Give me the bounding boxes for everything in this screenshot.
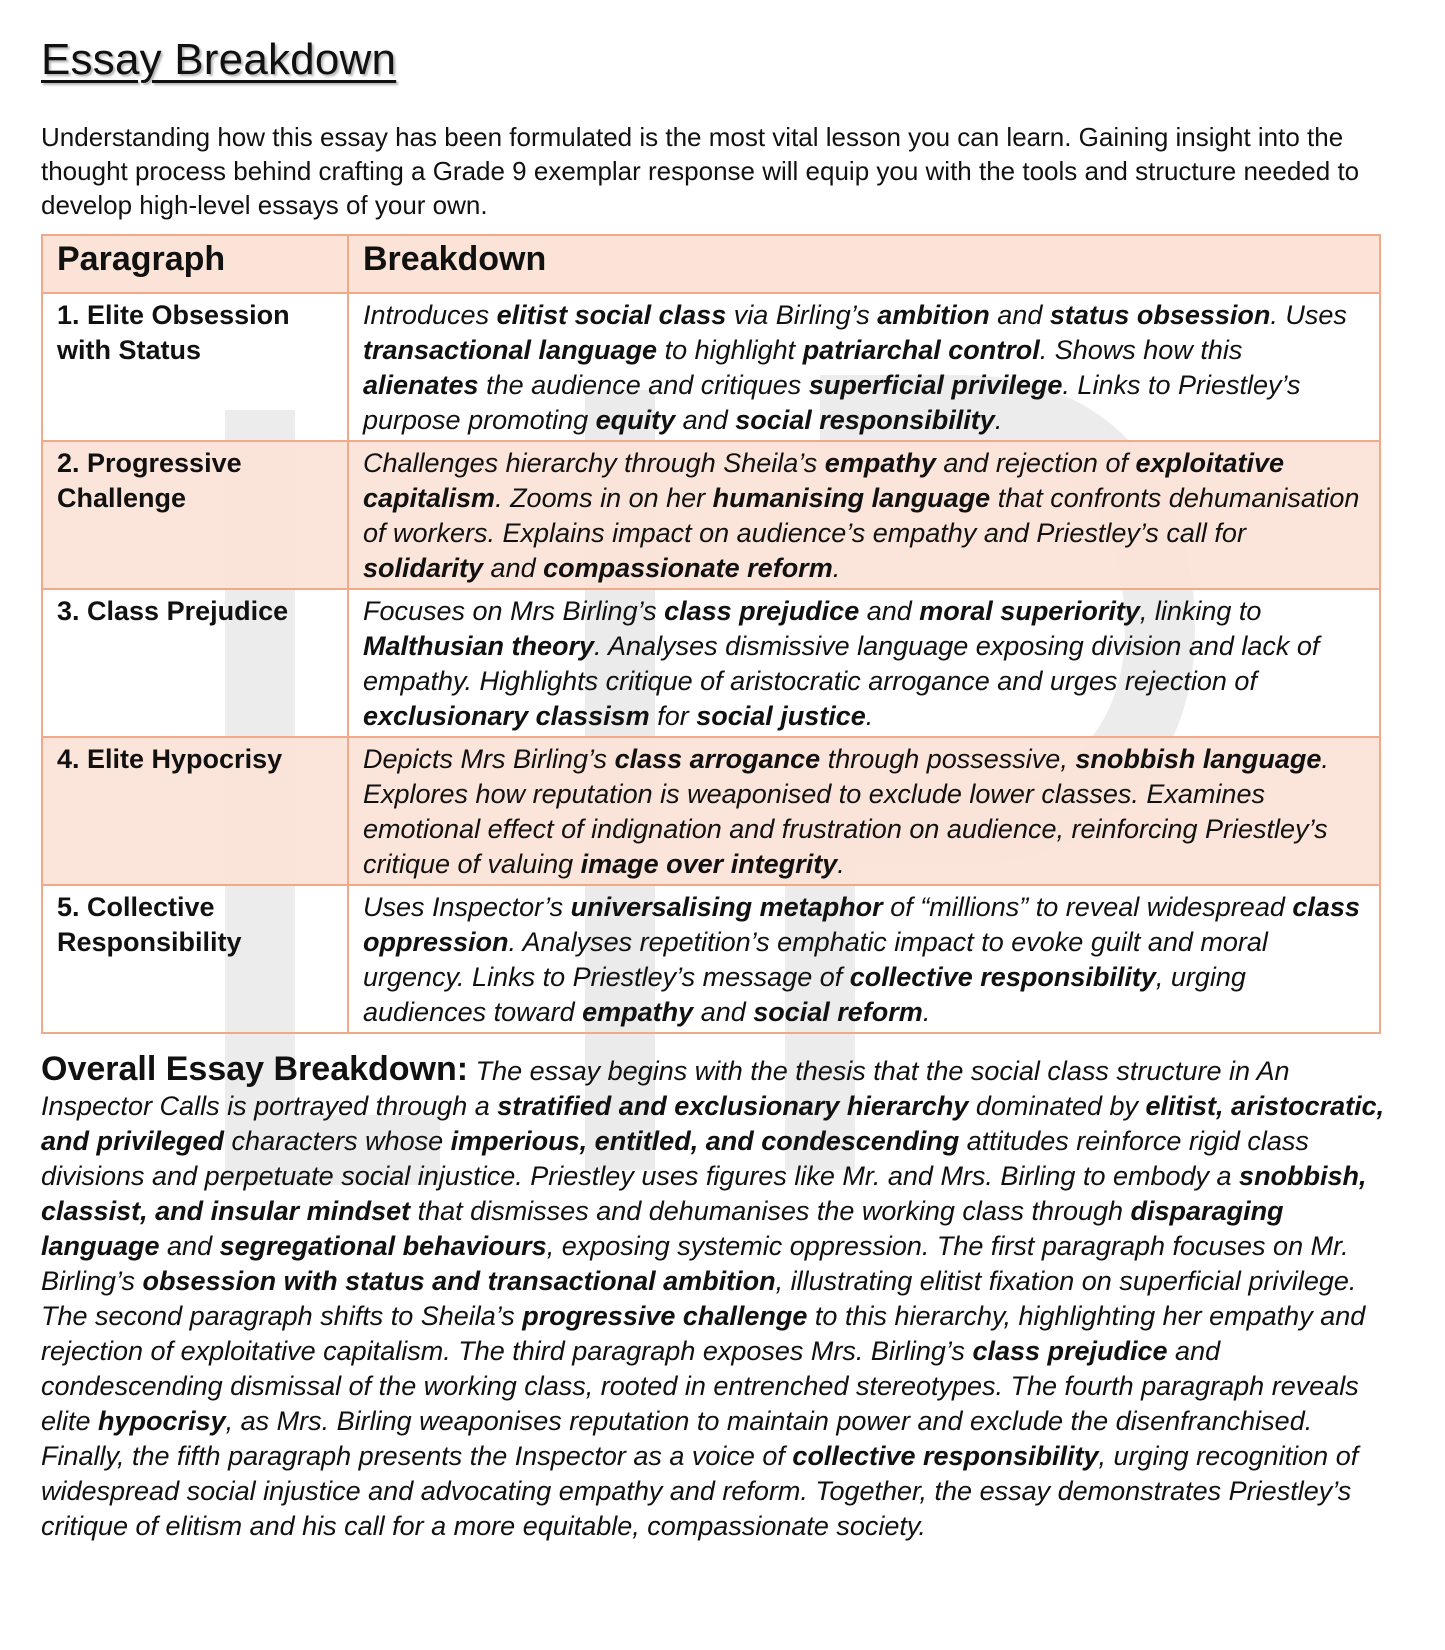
emphasis-term: elitist social class <box>496 300 727 330</box>
emphasis-term: superficial privilege <box>808 370 1063 400</box>
text-run: . Zooms in on her <box>495 483 713 513</box>
row-paragraph-label: 5. Collective Responsibility <box>42 885 348 1033</box>
text-run: . <box>922 997 931 1027</box>
emphasis-term: class prejudice <box>664 596 860 626</box>
emphasis-term: universalising metaphor <box>570 892 883 922</box>
text-run: and <box>159 1231 220 1261</box>
text-run: characters whose <box>224 1126 451 1156</box>
table-row <box>42 441 1380 589</box>
emphasis-term: social responsibility <box>735 405 995 435</box>
text-run: of “millions” to reveal widespread <box>882 892 1293 922</box>
row-breakdown <box>348 885 1380 1033</box>
page-title: Essay Breakdown <box>41 35 397 84</box>
text-run: . Explores how reputation is weaponised to exclude lower classes. Examines emotional effect of indignation and frustration on audience, reinforcing Priestley’s critique of valuing <box>363 744 1329 879</box>
row-breakdown <box>348 293 1380 441</box>
text-run: Uses Inspector’s <box>363 892 571 922</box>
text-run: for <box>649 701 697 731</box>
text-run: and <box>989 300 1050 330</box>
text-run: and rejection of <box>935 448 1136 478</box>
emphasis-term: imperious, entitled, and condescending <box>450 1126 960 1156</box>
emphasis-term: segregational behaviours <box>219 1231 547 1261</box>
overall-breakdown <box>41 1052 1386 1544</box>
text-run: Introduces <box>363 300 497 330</box>
emphasis-term: class oppression <box>363 892 1360 957</box>
text-run: and <box>859 596 920 626</box>
row-breakdown <box>348 737 1380 885</box>
row-breakdown <box>348 441 1380 589</box>
emphasis-term: exclusionary classism <box>363 701 650 731</box>
emphasis-term: moral superiority <box>919 596 1140 626</box>
text-run: . <box>994 405 1003 435</box>
text-run: , illustrating elitist fixation on superficial privilege. The second paragraph shifts to Sheila’s <box>41 1266 1357 1331</box>
text-run: . Analyses dismissive language exposing division and lack of empathy. Highlights critique of aristocratic arrogance and urges rejection of <box>363 631 1320 696</box>
text-run: . <box>837 849 845 879</box>
text-run: , as Mrs. Birling weaponises reputation to maintain power and exclude the disenfranchised. Finally, the fifth paragraph presents the Inspector as a voice of <box>41 1406 1313 1471</box>
header-breakdown: Breakdown <box>348 235 1380 293</box>
text-run: , urging recognition of widespread social injustice and advocating empathy and reform. Together, the essay demonstrates Priestley’s critique of elitism and his call for a more equitable, compassionate society. <box>41 1441 1359 1541</box>
emphasis-term: collective responsibility <box>792 1441 1099 1471</box>
overall-heading: Overall Essay Breakdown: <box>41 1050 469 1088</box>
table-row <box>42 589 1380 737</box>
emphasis-term: social justice <box>696 701 866 731</box>
text-run: . Links to Priestley’s purpose promoting <box>363 370 1301 435</box>
text-run: , linking to <box>1139 596 1262 626</box>
text-run: . Uses <box>1270 300 1347 330</box>
text-run: . Analyses repetition’s emphatic impact to evoke guilt and moral urgency. Links to Priestley’s message of <box>363 927 1268 992</box>
emphasis-term: elitist, aristocratic, and privileged <box>41 1091 1385 1156</box>
breakdown-table <box>41 234 1381 1034</box>
emphasis-term: transactional language <box>363 335 658 365</box>
emphasis-term: empathy <box>824 448 936 478</box>
text-run: attitudes reinforce rigid class divisions and perpetuate social injustice. Priestley uses figures like Mr. and Mrs. Birling to embody a <box>41 1126 1309 1191</box>
text-run: through possessive, <box>820 744 1076 774</box>
emphasis-term: snobbish language <box>1075 744 1322 774</box>
emphasis-term: disparaging language <box>41 1196 1284 1261</box>
table-row <box>42 737 1380 885</box>
emphasis-term: collective responsibility <box>849 962 1156 992</box>
text-run: . Shows how this <box>1039 335 1243 365</box>
document-content <box>41 30 1385 1544</box>
row-paragraph-label: 3. Class Prejudice <box>42 589 348 737</box>
emphasis-term: Malthusian theory <box>363 631 595 661</box>
text-run: and <box>693 997 754 1027</box>
text-run: and <box>483 553 544 583</box>
emphasis-term: equity <box>595 405 676 435</box>
emphasis-term: stratified and exclusionary hierarchy <box>497 1091 969 1121</box>
row-paragraph-label: 2. Progressive Challenge <box>42 441 348 589</box>
row-breakdown <box>348 589 1380 737</box>
emphasis-term: class prejudice <box>972 1336 1168 1366</box>
emphasis-term: hypocrisy <box>98 1406 226 1436</box>
emphasis-term: alienates <box>363 370 479 400</box>
overall-text <box>41 1056 1384 1541</box>
text-run: to this hierarchy, highlighting her empathy and rejection of exploitative capitalism. The third paragraph exposes Mrs. Birling’s <box>41 1301 1366 1366</box>
text-run: the audience and critiques <box>478 370 809 400</box>
emphasis-term: solidarity <box>363 553 484 583</box>
emphasis-term: image over integrity <box>580 849 838 879</box>
text-run: to highlight <box>657 335 803 365</box>
text-run: via Birling’s <box>726 300 878 330</box>
emphasis-term: obsession with status and transactional ambition <box>142 1266 776 1296</box>
row-paragraph-label: 1. Elite Obsession with Status <box>42 293 348 441</box>
text-run: , urging audiences toward <box>363 962 1246 1027</box>
header-paragraph: Paragraph <box>42 235 348 293</box>
table-row <box>42 885 1380 1033</box>
emphasis-term: social reform <box>753 997 923 1027</box>
intro-paragraph: Understanding how this essay has been formulated is the most vital lesson you can learn. Gaining insight into the thought process behind crafting a Grade 9 exemplar response will equip you with the tools and structure needed to develop high-level essays of your own. <box>41 122 1360 220</box>
text-run: . <box>865 701 874 731</box>
emphasis-term: status obsession <box>1049 300 1271 330</box>
emphasis-term: ambition <box>877 300 990 330</box>
text-run: and <box>675 405 736 435</box>
text-run: Depicts Mrs Birling’s <box>363 744 615 774</box>
emphasis-term: snobbish, classist, and insular mindset <box>41 1161 1367 1226</box>
text-run: that dismisses and dehumanises the working class through <box>410 1196 1131 1226</box>
emphasis-term: compassionate reform <box>543 553 833 583</box>
text-run: and condescending dismissal of the working class, rooted in entrenched stereotypes. The fourth paragraph reveals elite <box>41 1336 1359 1436</box>
text-run: , exposing systemic oppression. The first paragraph focuses on Mr. Birling’s <box>41 1231 1349 1296</box>
row-paragraph-label: 4. Elite Hypocrisy <box>42 737 348 885</box>
text-run: that confronts dehumanisation of workers. Explains impact on audience’s empathy and Priestley’s call for <box>363 483 1360 548</box>
table-row <box>42 293 1380 441</box>
text-run: The essay begins with the thesis that the social class structure in An Inspector Calls is portrayed through a <box>41 1056 1290 1121</box>
text-run: Challenges hierarchy through Sheila’s <box>363 448 825 478</box>
emphasis-term: patriarchal control <box>802 335 1040 365</box>
table-header-row <box>42 235 1380 293</box>
emphasis-term: empathy <box>582 997 694 1027</box>
text-run: dominated by <box>968 1091 1146 1121</box>
text-run: . <box>832 553 841 583</box>
emphasis-term: progressive challenge <box>522 1301 808 1331</box>
emphasis-term: humanising language <box>712 483 991 513</box>
emphasis-term: class arrogance <box>614 744 821 774</box>
emphasis-term: exploitative capitalism <box>363 448 1285 513</box>
text-run: Focuses on Mrs Birling’s <box>363 596 665 626</box>
